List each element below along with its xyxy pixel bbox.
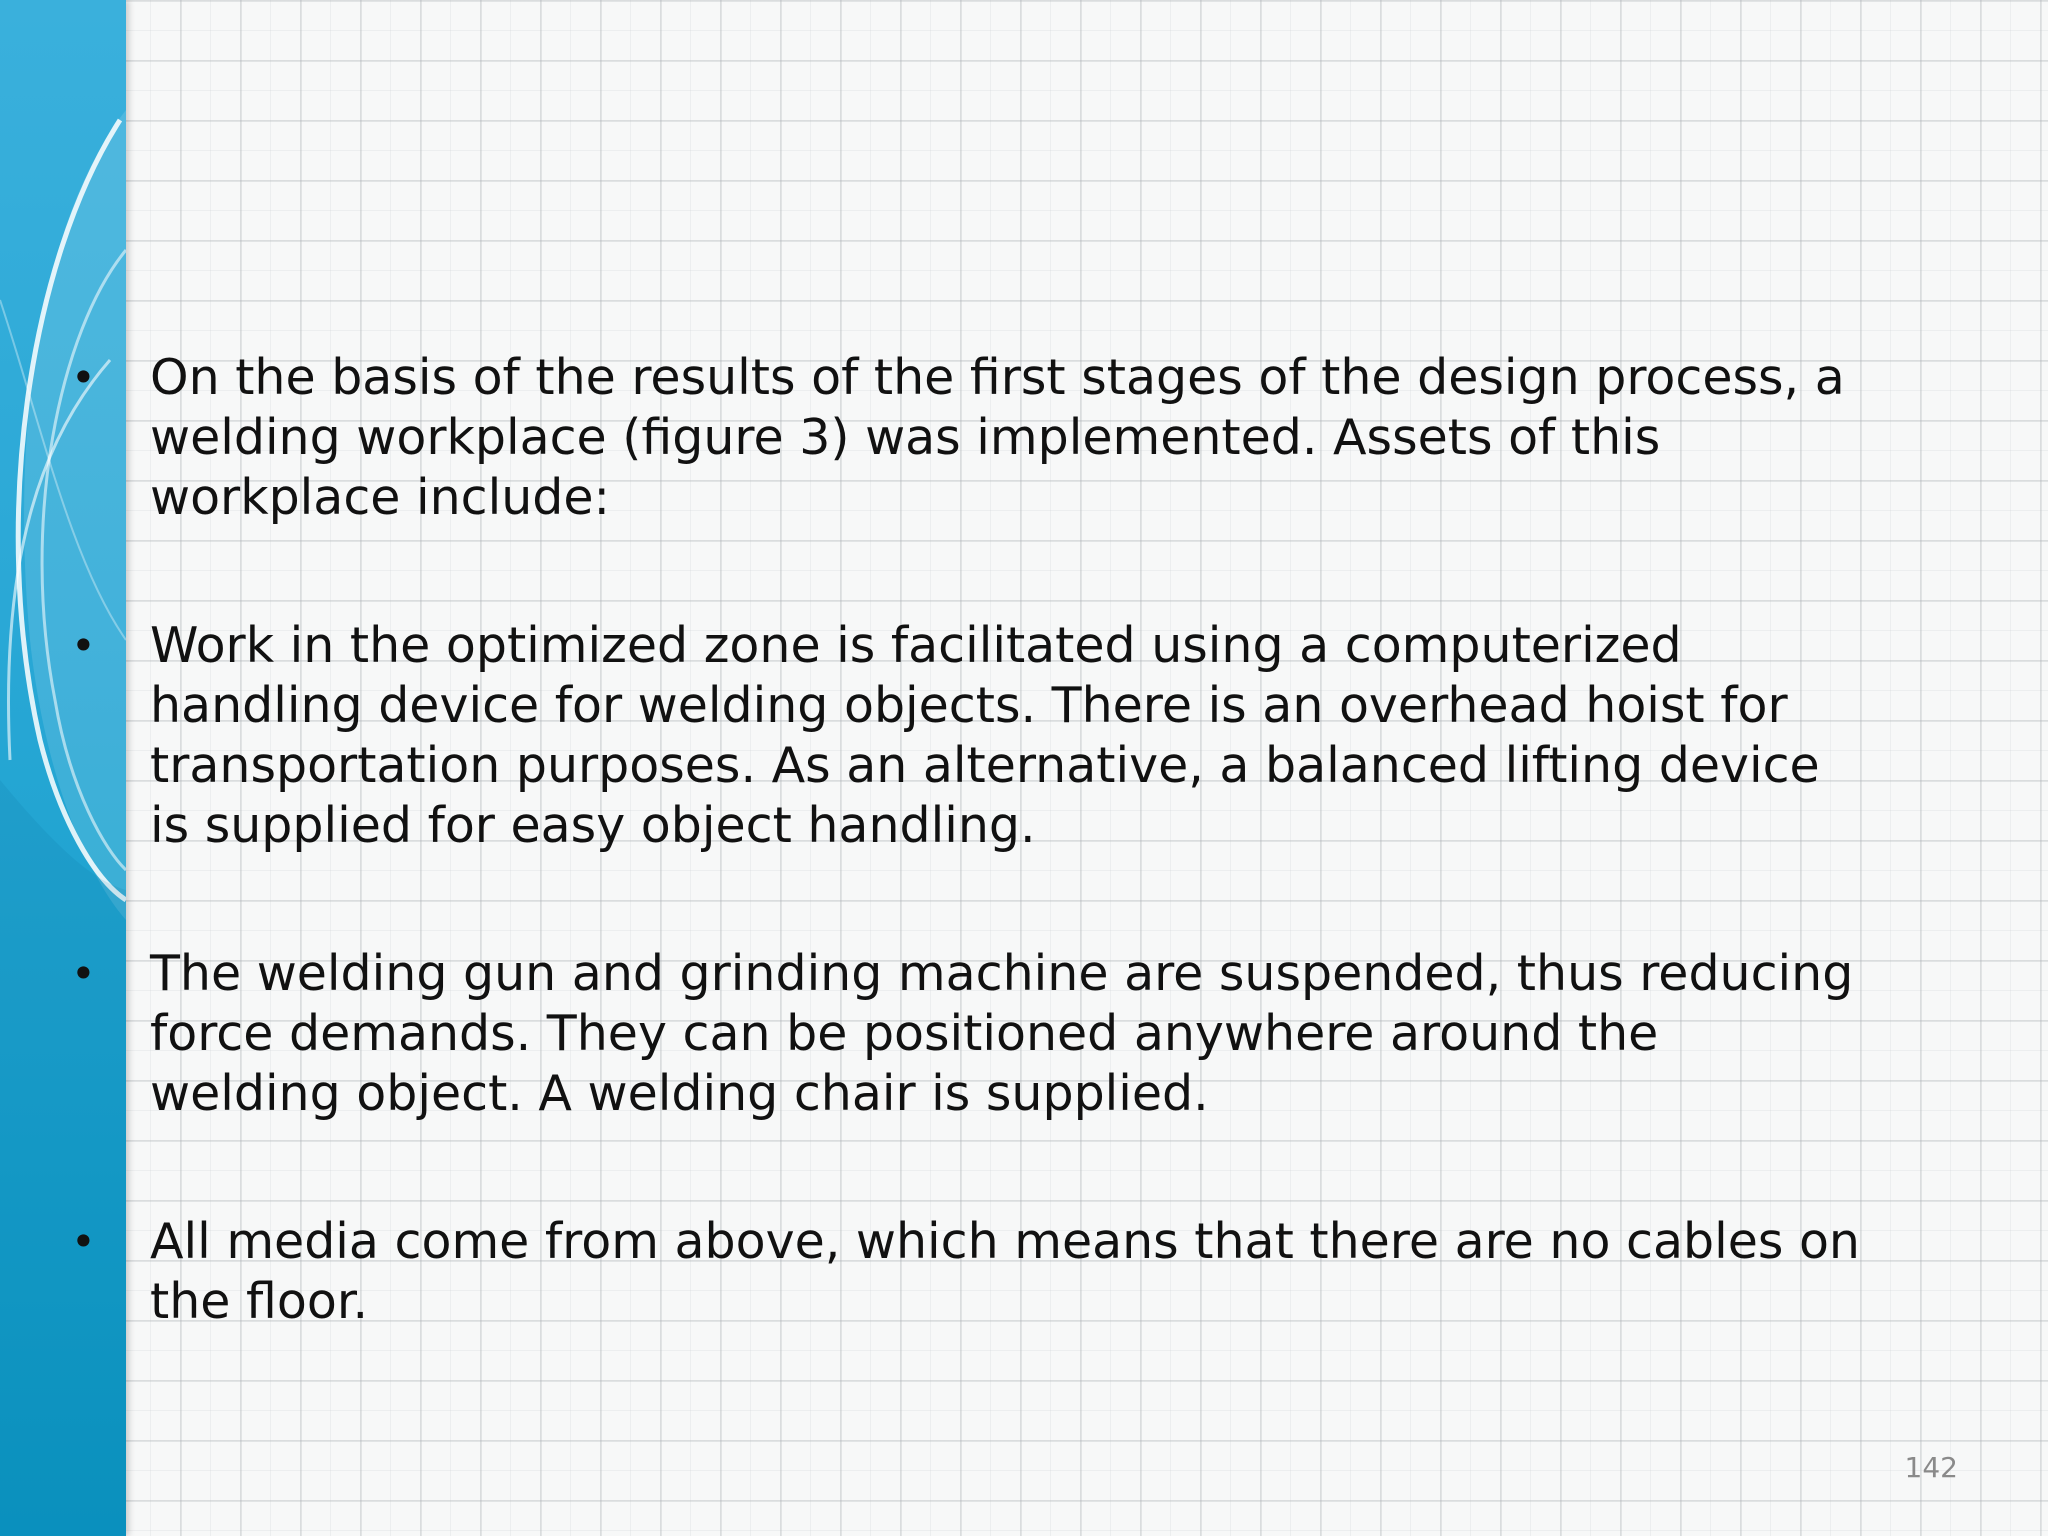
bullet-text: On the basis of the results of the first stages of the design process, a welding workplace (figure 3) was implemented. Assets of this workplace include: [150,349,1845,526]
bullet-item [60,616,1940,856]
page-number: 142 [1904,1451,1958,1484]
bullet-item [60,944,1940,1124]
bullet-text: Work in the optimized zone is facilitated using a computerized handling device for welding objects. There is an overhead hoist for transportation purposes. As an alternative, a balanced lifting device is supplied for easy object handling. [150,617,1820,854]
bullet-icon: • [71,353,96,402]
bullet-icon: • [71,1217,96,1266]
bullet-text: All media come from above, which means that there are no cables on the floor. [150,1213,1860,1330]
bullet-list [60,348,1940,1420]
bullet-icon: • [71,621,96,670]
bullet-text: The welding gun and grinding machine are suspended, thus reducing force demands. They can be positioned anywhere around the welding object. A welding chair is supplied. [150,945,1854,1122]
bullet-item [60,1212,1940,1332]
bullet-icon: • [71,949,96,998]
bullet-item [60,348,1940,528]
